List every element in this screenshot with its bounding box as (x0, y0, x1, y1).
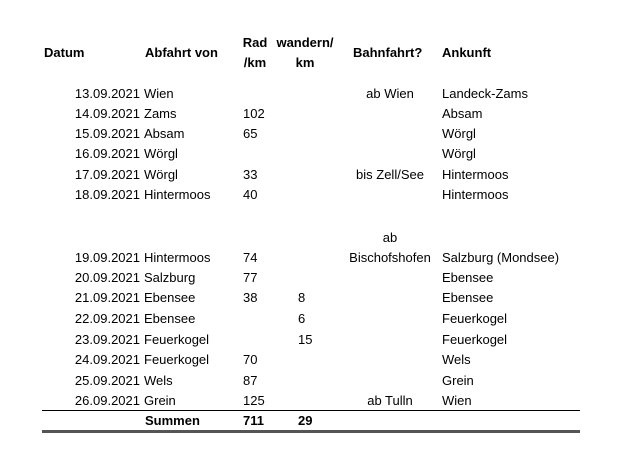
cell-from: Wörgl (144, 146, 178, 161)
cell-wandern: 6 (298, 311, 306, 326)
cell-wandern: 15 (298, 332, 313, 347)
cell-from: Wien (144, 86, 174, 101)
cell-to: Salzburg (Mondsee) (442, 250, 560, 265)
summary-label: Summen (145, 413, 200, 428)
cell-bahn: ab Wien (366, 86, 414, 101)
cell-from: Grein (144, 393, 176, 408)
cell-to: Wels (442, 352, 471, 367)
cell-from: Hintermoos (144, 250, 211, 265)
cell-date: 24.09.2021 (74, 352, 140, 367)
bottom-border-line (42, 430, 580, 433)
cell-to: Hintermoos (442, 187, 509, 202)
cell-from: Ebensee (144, 311, 196, 326)
cell-to: Absam (442, 106, 483, 121)
cell-date: 14.09.2021 (74, 106, 140, 121)
cell-to: Wien (442, 393, 472, 408)
cell-date: 21.09.2021 (74, 290, 140, 305)
cell-date: 25.09.2021 (74, 373, 140, 388)
cell-date: 17.09.2021 (74, 167, 140, 182)
cell-from: Wörgl (144, 167, 178, 182)
cell-from: Ebensee (144, 290, 196, 305)
cell-to: Landeck-Zams (442, 86, 528, 101)
sum-separator-line (42, 410, 580, 411)
cell-from: Feuerkogel (144, 352, 210, 367)
cell-rad: 74 (243, 250, 258, 265)
cell-rad: 33 (243, 167, 258, 182)
cell-rad: 38 (243, 290, 258, 305)
header-rad-line1: Rad (242, 35, 268, 50)
cell-from: Hintermoos (144, 187, 211, 202)
header-wandern-line1: wandern/ (276, 35, 334, 50)
cell-date: 26.09.2021 (74, 393, 140, 408)
cell-to: Grein (442, 373, 474, 388)
cell-to: Wörgl (442, 146, 476, 161)
cell-bahn: Bischofshofen (349, 250, 431, 265)
header-datum: Datum (44, 45, 85, 60)
cell-rad: 87 (243, 373, 258, 388)
header-ankunft: Ankunft (442, 45, 492, 60)
cell-rad: 102 (243, 106, 265, 121)
cell-rad: 70 (243, 352, 258, 367)
cell-rad: 65 (243, 126, 258, 141)
header-bahnfahrt: Bahnfahrt? (353, 45, 423, 60)
cell-date: 23.09.2021 (74, 332, 140, 347)
cell-from: Wels (144, 373, 173, 388)
cell-date: 20.09.2021 (74, 270, 140, 285)
cell-date: 18.09.2021 (74, 187, 140, 202)
cell-wandern: 8 (298, 290, 306, 305)
header-wandern-line2: km (295, 55, 315, 70)
cell-bahn: bis Zell/See (356, 167, 424, 182)
cell-rad: 40 (243, 187, 258, 202)
cell-from: Feuerkogel (144, 332, 210, 347)
summary-wandern-total: 29 (298, 413, 313, 428)
cell-from: Absam (144, 126, 185, 141)
cell-bahn: ab Tulln (367, 393, 413, 408)
cell-to: Hintermoos (442, 167, 509, 182)
cell-date: 15.09.2021 (74, 126, 140, 141)
cell-from: Salzburg (144, 270, 196, 285)
cell-to: Ebensee (442, 290, 494, 305)
cell-date: 13.09.2021 (74, 86, 140, 101)
header-rad-line2: /km (243, 55, 267, 70)
cell-rad: 77 (243, 270, 258, 285)
cell-to: Wörgl (442, 126, 476, 141)
cell-from: Zams (144, 106, 177, 121)
cell-to: Ebensee (442, 270, 494, 285)
cell-to: Feuerkogel (442, 332, 508, 347)
summary-rad-total: 711 (243, 413, 264, 428)
cell-date: 19.09.2021 (74, 250, 140, 265)
cell-bahn-line1: ab (382, 230, 398, 245)
cell-to: Feuerkogel (442, 311, 508, 326)
cell-date: 16.09.2021 (74, 146, 140, 161)
cell-date: 22.09.2021 (74, 311, 140, 326)
cell-rad: 125 (243, 393, 265, 408)
header-abfahrt: Abfahrt von (145, 45, 218, 60)
